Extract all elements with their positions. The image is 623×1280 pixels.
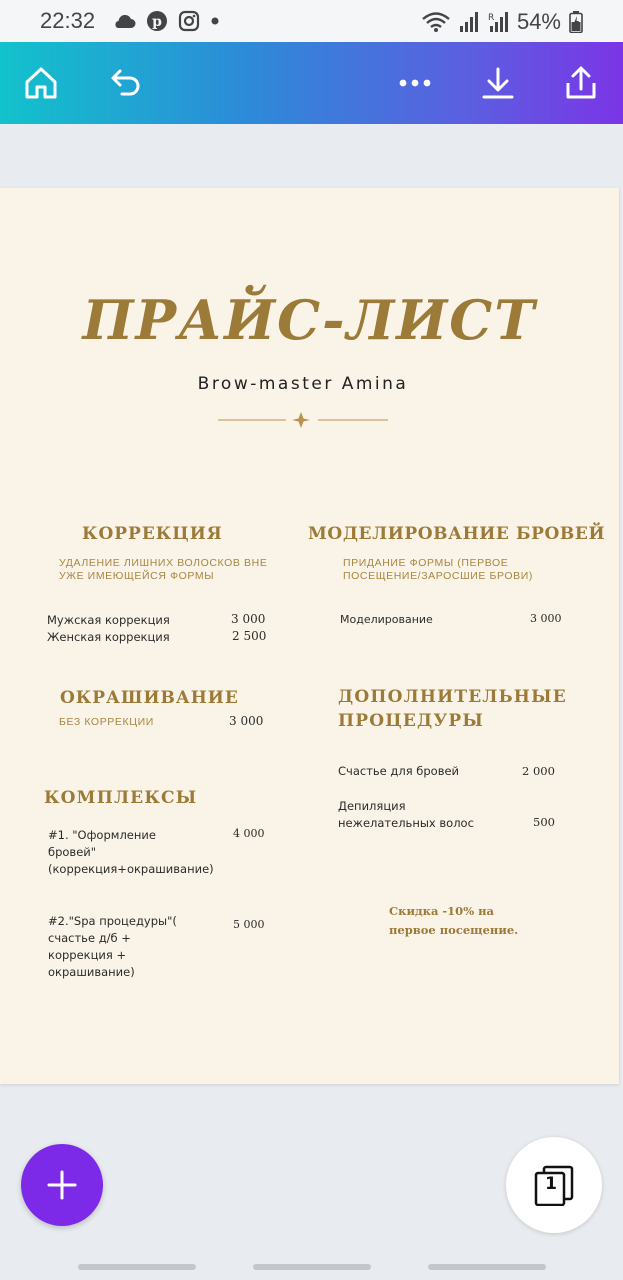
home-button[interactable] [18, 60, 64, 106]
design-page[interactable] [0, 188, 619, 1084]
signal-icon [459, 11, 479, 33]
price-item-value: 3 000 [530, 612, 562, 625]
status-left-icons [112, 10, 220, 32]
price-item-name: Депиляция нежелательных волос [338, 799, 474, 830]
status-right-icons [421, 9, 583, 35]
battery-icon [569, 11, 583, 33]
price-item-name: Счастье для бровей [338, 764, 460, 778]
editor-toolbar [0, 42, 623, 124]
svg-text:p: p [152, 14, 162, 30]
price-item-name: Женская коррекция [47, 630, 170, 644]
pinterest-icon [146, 10, 168, 32]
correction-note: УДАЛЕНИЕ ЛИШНИХ ВОЛОСКОВ ВНЕ УЖЕ ИМЕЮЩЕЙСЯ ФОРМЫ [59, 557, 268, 582]
nav-home-gesture[interactable] [253, 1264, 371, 1270]
price-item-value: 500 [533, 815, 555, 829]
instagram-icon [178, 10, 200, 32]
download-button[interactable] [475, 60, 521, 106]
price-item-name: Моделирование [340, 613, 433, 626]
share-button[interactable] [558, 60, 604, 106]
price-item-value: 2 000 [522, 764, 555, 778]
coloring-note: БЕЗ КОРРЕКЦИИ [59, 716, 154, 728]
svg-text:R: R [487, 13, 495, 23]
system-nav-bar [0, 1252, 623, 1280]
share-icon [563, 65, 599, 101]
home-icon [23, 65, 59, 101]
price-item-value: 2 500 [232, 629, 267, 643]
price-item-value: 4 000 [233, 827, 265, 840]
coloring-price: 3 000 [229, 714, 264, 728]
dot-icon [210, 16, 220, 26]
wifi-icon [421, 11, 451, 33]
modeling-note: ПРИДАНИЕ ФОРМЫ (ПЕРВОЕ ПОСЕЩЕНИЕ/ЗАРОСШИЕ БРОВИ) [343, 557, 534, 582]
price-item-name: Мужская коррекция [47, 613, 170, 627]
price-item-value: 5 000 [233, 918, 265, 931]
document-title: ПРАЙС-ЛИСТ [82, 288, 537, 352]
ornament-divider [218, 410, 388, 430]
more-icon [397, 77, 433, 89]
nav-recents-gesture[interactable] [428, 1264, 546, 1270]
page-count: 1 [545, 1174, 557, 1194]
document-subtitle: Brow-master Amina [197, 374, 409, 394]
nav-back-gesture[interactable] [78, 1264, 196, 1270]
download-icon [480, 65, 516, 101]
price-item-value: 3 000 [231, 612, 266, 626]
more-button[interactable] [392, 60, 438, 106]
complexes-heading: КОМПЛЕКСЫ [44, 788, 198, 808]
price-item-name: #1. "Оформление бровей" (коррекция+окрашивание) [48, 828, 214, 876]
discount-note: Скидка -10% на первое посещение. [389, 904, 519, 937]
coloring-heading: ОКРАШИВАНИЕ [60, 688, 239, 708]
cloud-icon [112, 13, 136, 29]
undo-icon [108, 65, 144, 101]
undo-button[interactable] [103, 60, 149, 106]
add-element-button[interactable] [21, 1144, 103, 1226]
status-time: 22:32 [40, 8, 96, 33]
correction-heading: КОРРЕКЦИЯ [82, 524, 223, 544]
signal-roaming-icon [487, 11, 509, 33]
extra-heading: ДОПОЛНИТЕЛЬНЫЕ ПРОЦЕДУРЫ [338, 687, 567, 731]
price-item-name: #2."Spa процедуры"( счастье д/б + коррекция + окрашивание) [48, 914, 177, 979]
status-bar [0, 0, 623, 42]
modeling-heading: МОДЕЛИРОВАНИЕ БРОВЕЙ [308, 524, 606, 544]
plus-icon [47, 1170, 77, 1200]
battery-percent: 54% [516, 9, 561, 34]
